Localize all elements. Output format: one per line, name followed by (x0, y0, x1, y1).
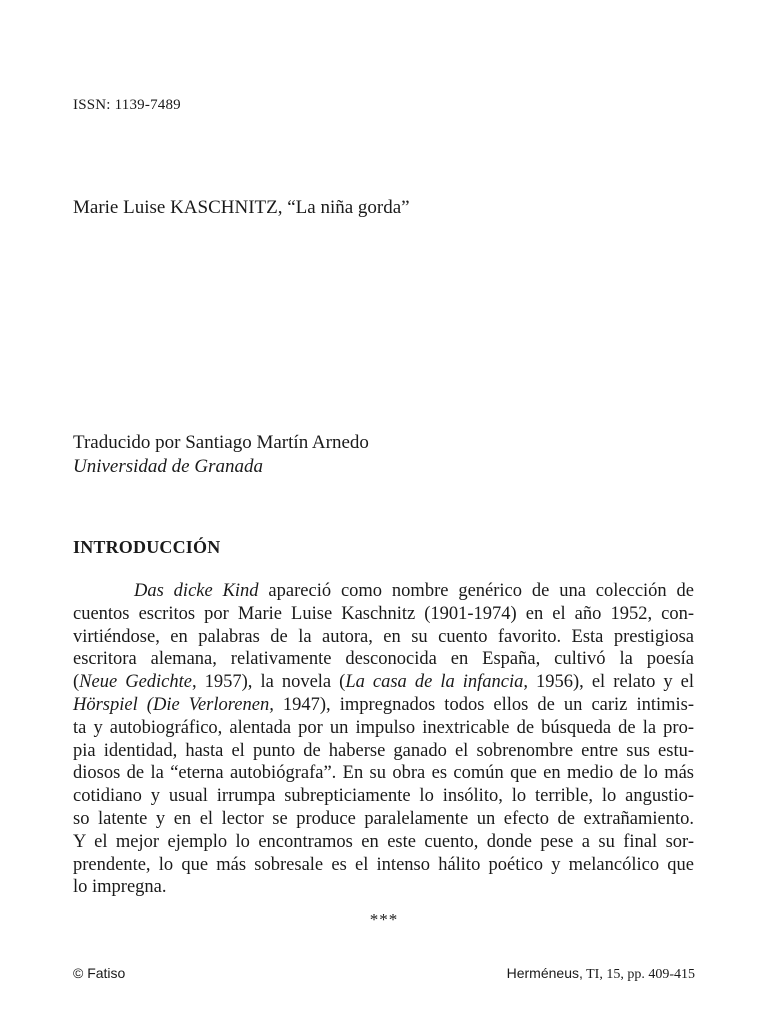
journal-name: Herméneus, (506, 965, 583, 981)
copyright-notice: © Fatiso (73, 965, 126, 981)
section-separator: *** (369, 910, 399, 929)
line-text: apareció como nombre genérico de una colección de (258, 581, 695, 601)
translator-name: Traducido por Santiago Martín Arnedo (73, 432, 369, 453)
citation-details: TI, 15, pp. 409-415 (582, 967, 695, 982)
paragraph-line: cuentos escritos por Marie Luise Kaschnitz (1901-1974) en el año 1952, con- (73, 603, 694, 624)
introduction-paragraph (73, 580, 694, 899)
book-title-italic: Neue Gedichte (79, 672, 192, 693)
line-text: , 1957), la novela ( (191, 672, 346, 693)
book-title-italic: Das dicke Kind (134, 581, 259, 601)
paragraph-line: so latente y en el lector se produce paralelamente un efecto de extrañamiento. (73, 808, 694, 829)
book-title-italic: La casa de la infancia (345, 672, 524, 693)
section-heading: INTRODUCCIÓN (73, 537, 221, 557)
paragraph-line: diosos de la “eterna autobiógrafa”. En su obra es común que en medio de lo más (73, 763, 694, 784)
translator-block (73, 431, 369, 479)
issn-number: ISSN: 1139-7489 (73, 97, 181, 113)
paragraph-line (73, 694, 694, 717)
paragraph-line: prendente, lo que más sobresale es el intenso hálito poético y melancólico que (73, 854, 694, 875)
paragraph-line: cotidiano y usual irrumpa subrepticiamente lo insólito, lo terrible, lo angustio- (73, 786, 694, 807)
article-title: Marie Luise KASCHNITZ, “La niña gorda” (73, 197, 410, 218)
line-text: 1947), impregnados todos ellos de un cariz intimis- (273, 694, 694, 715)
paragraph-line (73, 671, 694, 694)
paragraph-line: lo impregna. (73, 877, 167, 898)
paragraph-line: Y el mejor ejemplo lo encontramos en este cuento, donde pese a su final sor- (73, 831, 694, 852)
journal-citation (507, 965, 695, 983)
line-text: ( (73, 672, 80, 693)
translator-affiliation: Universidad de Granada (73, 456, 263, 477)
paragraph-line: escritora alemana, relativamente desconocida en España, cultivó la poesía (73, 649, 694, 670)
book-title-italic: Hörspiel (Die Verlorenen, (73, 694, 274, 715)
paragraph-line (73, 580, 694, 603)
line-text: , 1956), el relato y el (523, 672, 694, 693)
paragraph-line: ta y autobiográfico, alentada por un impulso inextricable de búsqueda de la pro- (73, 717, 694, 738)
paragraph-line: pia identidad, hasta el punto de haberse ganado el sobrenombre entre sus estu- (73, 740, 694, 761)
paragraph-line: virtiéndose, en palabras de la autora, en su cuento favorito. Esta prestigiosa (73, 626, 694, 647)
